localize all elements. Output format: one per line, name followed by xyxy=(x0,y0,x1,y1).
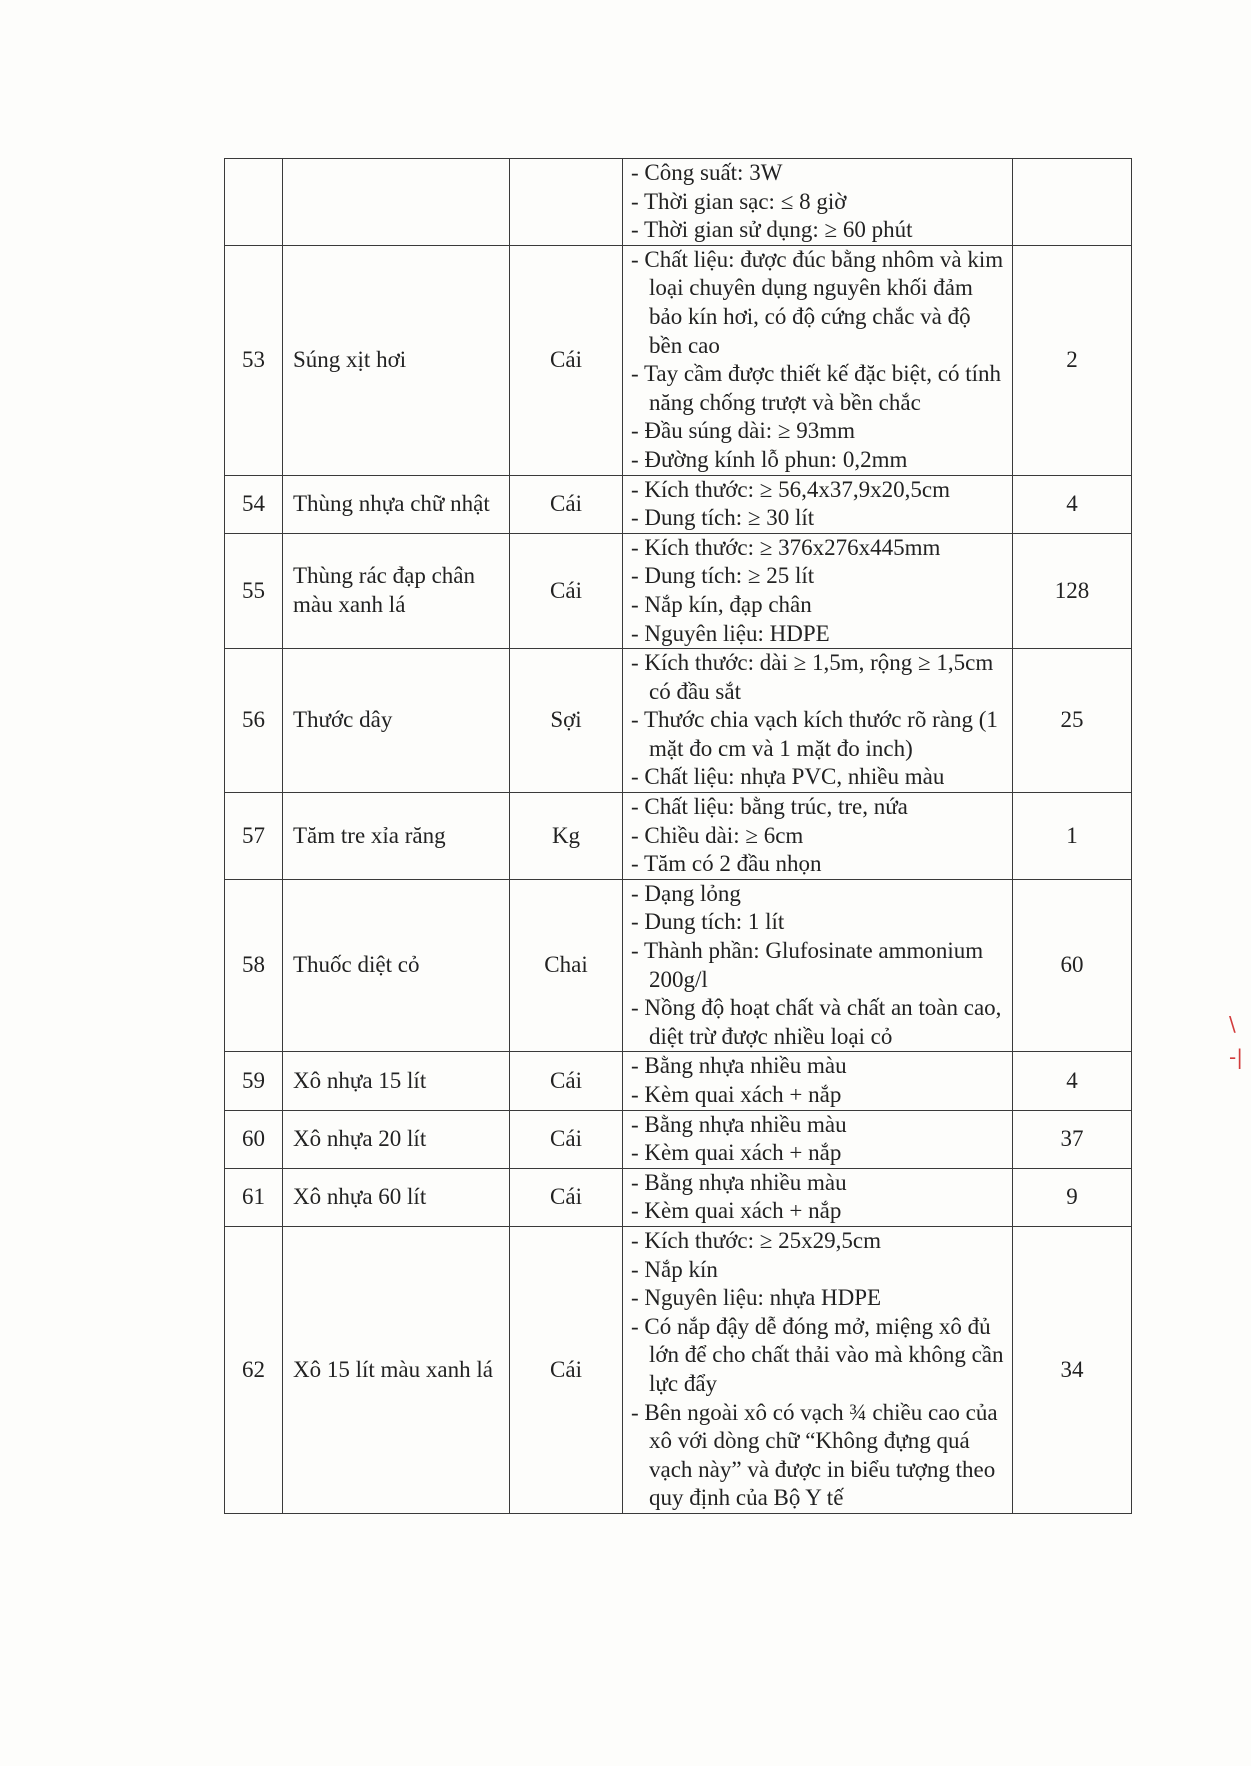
item-quantity: 37 xyxy=(1013,1110,1132,1168)
item-quantity: 128 xyxy=(1013,533,1132,648)
spec-line: - Kích thước: dài ≥ 1,5m, rộng ≥ 1,5cm có đầu sắt xyxy=(631,650,994,704)
spec-line: - Tay cầm được thiết kế đặc biệt, có tính năng chống trượt và bền chắc xyxy=(631,361,1002,415)
item-unit: Cái xyxy=(510,1168,623,1226)
item-quantity: 2 xyxy=(1013,245,1132,475)
spec-line: - Kèm quai xách + nắp xyxy=(631,1198,842,1224)
spec-line: - Nắp kín xyxy=(631,1256,718,1282)
spec-line: - Chất liệu: bằng trúc, tre, nứa xyxy=(631,794,908,820)
item-unit: Cái xyxy=(510,1052,623,1110)
spec-line: - Đầu súng dài: ≥ 93mm xyxy=(631,418,856,444)
item-specs xyxy=(623,159,1013,246)
item-name: Xô 15 lít màu xanh lá xyxy=(283,1226,510,1513)
row-number: 59 xyxy=(225,1052,283,1110)
item-specs xyxy=(623,793,1013,880)
item-specs xyxy=(623,475,1013,533)
item-name: Tăm tre xỉa răng xyxy=(283,793,510,880)
item-quantity: 4 xyxy=(1013,1052,1132,1110)
spec-line: - Chất liệu: được đúc bằng nhôm và kim loại chuyên dụng nguyên khối đảm bảo kín hơi, có độ cứng chắc và độ bền cao xyxy=(631,246,1004,358)
row-number: 62 xyxy=(225,1226,283,1513)
spec-line: - Thời gian sử dụng: ≥ 60 phút xyxy=(631,217,913,243)
item-specs xyxy=(623,1168,1013,1226)
spec-line: - Nguyên liệu: HDPE xyxy=(631,620,830,646)
item-unit: Cái xyxy=(510,1226,623,1513)
item-name: Thùng rác đạp chân màu xanh lá xyxy=(283,533,510,648)
item-unit xyxy=(510,159,623,246)
item-quantity: 1 xyxy=(1013,793,1132,880)
item-name: Xô nhựa 15 lít xyxy=(283,1052,510,1110)
spec-line: - Dung tích: 1 lít xyxy=(631,909,785,935)
row-number: 53 xyxy=(225,245,283,475)
item-specs xyxy=(623,1226,1013,1513)
item-name xyxy=(283,159,510,246)
margin-mark-2: -| xyxy=(1229,1045,1243,1069)
item-name: Thuốc diệt cỏ xyxy=(283,879,510,1052)
item-unit: Kg xyxy=(510,793,623,880)
spec-line: - Kích thước: ≥ 25x29,5cm xyxy=(631,1227,881,1253)
item-specs xyxy=(623,245,1013,475)
item-name: Thùng nhựa chữ nhật xyxy=(283,475,510,533)
spec-line: - Kèm quai xách + nắp xyxy=(631,1140,842,1166)
table-row xyxy=(225,793,1132,880)
item-unit: Cái xyxy=(510,1110,623,1168)
spec-line: - Bằng nhựa nhiều màu xyxy=(631,1053,847,1079)
spec-line: - Kèm quai xách + nắp xyxy=(631,1082,842,1107)
table-row xyxy=(225,475,1132,533)
item-specs xyxy=(623,649,1013,793)
item-quantity xyxy=(1013,159,1132,246)
table-row xyxy=(225,1052,1132,1110)
table-row xyxy=(225,245,1132,475)
spec-line: - Nắp kín, đạp chân xyxy=(631,591,812,617)
spec-line: - Thành phần: Glufosinate ammonium 200g/l xyxy=(631,938,984,992)
row-number: 54 xyxy=(225,475,283,533)
spec-line: - Kích thước: ≥ 376x276x445mm xyxy=(631,534,941,560)
spec-line: - Dạng lỏng xyxy=(631,880,741,906)
spec-line: - Có nắp đậy dễ đóng mở, miệng xô đủ lớn để cho chất thải vào mà không cần lực đẩy xyxy=(631,1313,1004,1396)
spec-line: - Thước chia vạch kích thước rõ ràng (1 mặt đo cm và 1 mặt đo inch) xyxy=(631,707,998,761)
item-name: Súng xịt hơi xyxy=(283,245,510,475)
spec-line: - Tăm có 2 đầu nhọn xyxy=(631,851,822,877)
item-unit: Cái xyxy=(510,245,623,475)
item-name: Xô nhựa 60 lít xyxy=(283,1168,510,1226)
row-number: 56 xyxy=(225,649,283,793)
row-number: 57 xyxy=(225,793,283,880)
spec-line: - Nguyên liệu: nhựa HDPE xyxy=(631,1285,882,1311)
spec-line: - Chất liệu: nhựa PVC, nhiều màu xyxy=(631,764,945,790)
table-row xyxy=(225,1226,1132,1513)
item-quantity: 4 xyxy=(1013,475,1132,533)
row-number: 60 xyxy=(225,1110,283,1168)
item-unit: Chai xyxy=(510,879,623,1052)
item-name: Thước dây xyxy=(283,649,510,793)
item-quantity: 60 xyxy=(1013,879,1132,1052)
table-row xyxy=(225,1110,1132,1168)
spec-line: - Bằng nhựa nhiều màu xyxy=(631,1169,847,1195)
row-number: 58 xyxy=(225,879,283,1052)
spec-line: - Đường kính lỗ phun: 0,2mm xyxy=(631,446,908,472)
item-unit: Cái xyxy=(510,533,623,648)
spec-line: - Dung tích: ≥ 30 lít xyxy=(631,505,815,531)
row-number xyxy=(225,159,283,246)
row-number: 61 xyxy=(225,1168,283,1226)
spec-line: - Công suất: 3W xyxy=(631,160,783,185)
item-quantity: 9 xyxy=(1013,1168,1132,1226)
item-quantity: 25 xyxy=(1013,649,1132,793)
item-name: Xô nhựa 20 lít xyxy=(283,1110,510,1168)
table-row xyxy=(225,1168,1132,1226)
table-row xyxy=(225,533,1132,648)
row-number: 55 xyxy=(225,533,283,648)
item-unit: Cái xyxy=(510,475,623,533)
spec-line: - Chiều dài: ≥ 6cm xyxy=(631,822,804,848)
spec-line: - Thời gian sạc: ≤ 8 giờ xyxy=(631,188,847,214)
item-specs xyxy=(623,1052,1013,1110)
spec-line: - Bằng nhựa nhiều màu xyxy=(631,1111,847,1137)
item-specs xyxy=(623,1110,1013,1168)
equipment-table xyxy=(224,158,1132,1514)
item-unit: Sợi xyxy=(510,649,623,793)
table-row xyxy=(225,159,1132,246)
table-row xyxy=(225,879,1132,1052)
item-quantity: 34 xyxy=(1013,1226,1132,1513)
item-specs xyxy=(623,879,1013,1052)
item-specs xyxy=(623,533,1013,648)
spec-line: - Dung tích: ≥ 25 lít xyxy=(631,563,815,589)
table-row xyxy=(225,649,1132,793)
spec-line: - Nồng độ hoạt chất và chất an toàn cao, diệt trừ được nhiều loại cỏ xyxy=(631,995,1002,1049)
margin-mark-1: \ xyxy=(1229,1012,1236,1036)
spec-line: - Kích thước: ≥ 56,4x37,9x20,5cm xyxy=(631,476,950,502)
spec-line: - Bên ngoài xô có vạch ¾ chiều cao của xô với dòng chữ “Không đựng quá vạch này” và được in biểu tượng theo quy định của Bộ Y tế xyxy=(631,1399,998,1511)
